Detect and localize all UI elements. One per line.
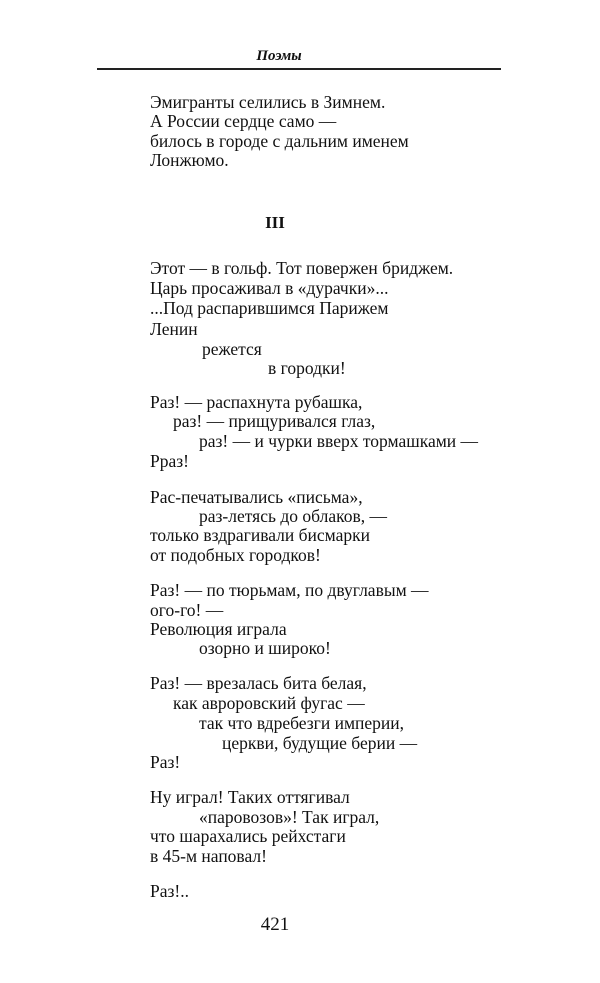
poem-line: Раз!.. xyxy=(150,881,189,901)
poem-line: только вздрагивали бисмарки xyxy=(150,525,371,545)
poem-line: Этот — в гольф. Тот повержен бриджем. xyxy=(150,258,454,278)
poem-line: так что вдребезги империи, xyxy=(199,713,405,733)
poem-line: что шарахались рейхстаги xyxy=(150,826,346,846)
poem-line: Раз! xyxy=(150,752,181,772)
poem-line: церкви, будущие берии — xyxy=(222,733,418,753)
poem-line: ...Под распарившимся Парижем xyxy=(150,298,389,318)
poem-line: Эмигранты селились в Зимнем. xyxy=(150,92,386,112)
poem-line: Лонжюмо. xyxy=(150,150,229,170)
poem-line: билось в городе с дальним именем xyxy=(150,131,409,151)
poem-line: раз! — прищуривался глаз, xyxy=(173,411,376,431)
poem-line: раз-летясь до облаков, — xyxy=(199,506,387,526)
poem-line: от подобных городков! xyxy=(150,545,321,565)
poem-line: как авроровский фугас — xyxy=(173,693,365,713)
poem-line: раз! — и чурки вверх тормашками — xyxy=(199,431,479,451)
poem-line: ого-го! — xyxy=(150,600,224,620)
poem-line: Ну играл! Таких оттягивал xyxy=(150,787,350,807)
poem-line: Рраз! xyxy=(150,451,189,471)
poem-line: «паровозов»! Так играл, xyxy=(199,807,380,827)
header-rule xyxy=(97,68,501,70)
poem-line: Революция играла xyxy=(150,619,287,639)
poem-line: в 45-м наповал! xyxy=(150,846,267,866)
page-number: 421 xyxy=(260,914,290,935)
poem-line: Раз! — по тюрьмам, по двуглавым — xyxy=(150,580,429,600)
running-header: Поэмы xyxy=(256,48,302,64)
poem-line: А России сердце само — xyxy=(150,111,337,131)
poem-line: Раз! — врезалась бита белая, xyxy=(150,673,367,693)
poem-line: Царь просаживал в «дурачки»... xyxy=(150,278,389,298)
poem-line: Ленин xyxy=(150,319,198,339)
section-number: III xyxy=(265,213,285,232)
poem-line: Раз! — распахнута рубашка, xyxy=(150,392,363,412)
poem-line: Рас-печатывались «письма», xyxy=(150,487,363,507)
poem-line: в городки! xyxy=(268,358,346,378)
poem-line: озорно и широко! xyxy=(199,638,331,658)
poem-line: режется xyxy=(202,339,262,359)
